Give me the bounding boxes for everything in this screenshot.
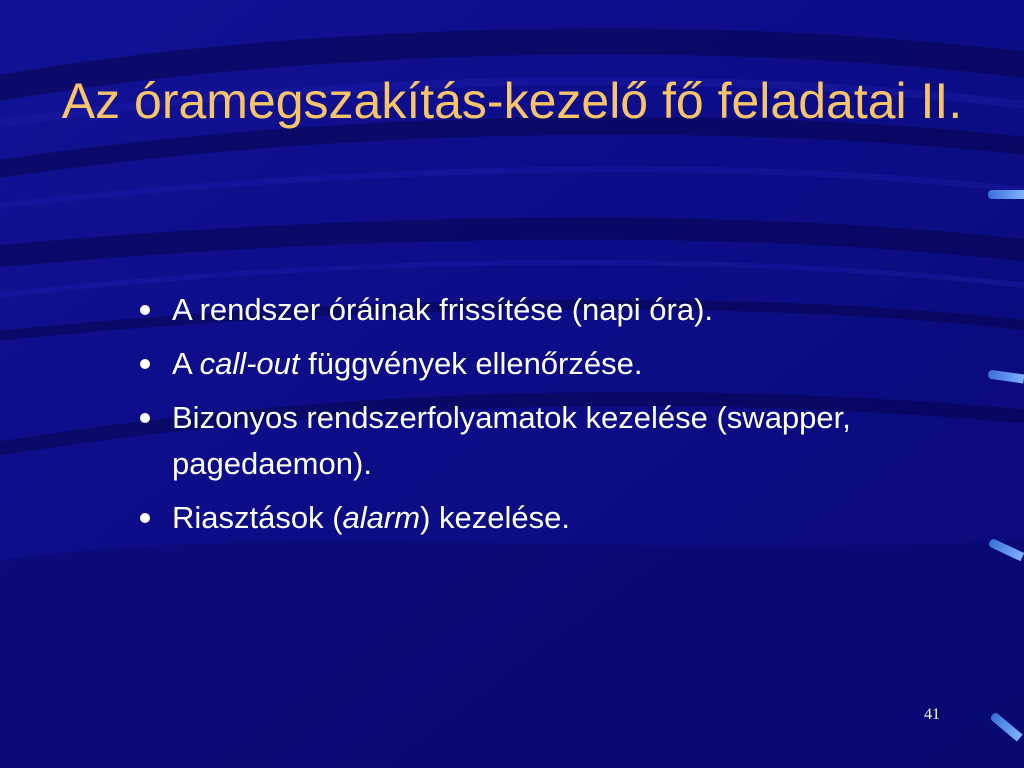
bullet-dot-icon	[140, 413, 150, 423]
slide-title: Az óramegszakítás-kezelő fő feladatai II.	[61, 73, 963, 129]
bullet-text: A	[172, 346, 200, 381]
bullet-text-italic: alarm	[342, 500, 421, 535]
bullet-text: függvények ellenőrzése.	[299, 346, 643, 381]
bullet-item	[140, 341, 920, 387]
bullet-dot-icon	[140, 305, 150, 315]
bullet-item	[140, 495, 920, 541]
decorative-accent-bar	[988, 190, 1024, 199]
bullet-list	[140, 287, 920, 549]
bullet-dot-icon	[140, 359, 150, 369]
bullet-text: ) kezelése.	[420, 500, 570, 535]
bullet-text: Riasztások (	[172, 500, 343, 535]
page-number: 41	[924, 706, 940, 723]
bullet-item	[140, 395, 920, 487]
bullet-text: Bizonyos rendszerfolyamatok kezelése (swapper, pagedaemon).	[172, 400, 851, 481]
bullet-item	[140, 287, 920, 333]
bullet-dot-icon	[140, 513, 150, 523]
bullet-text: A rendszer óráinak frissítése (napi óra).	[172, 292, 714, 327]
bullet-text-italic: call-out	[199, 346, 300, 381]
